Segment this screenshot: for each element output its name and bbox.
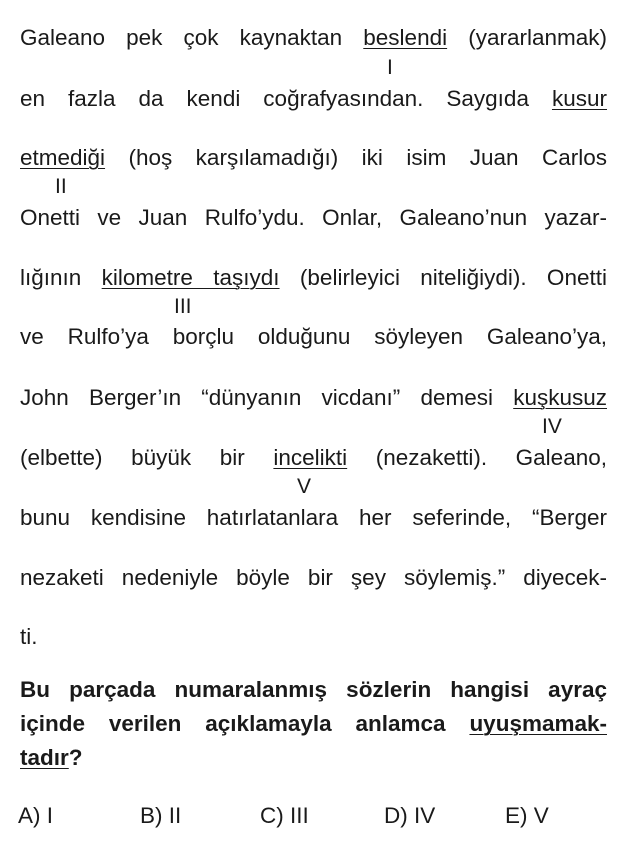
passage-line-8 [20, 444, 607, 472]
passage-text: bunu kendisine hatırlatanlara her seferinde, “Berger [20, 505, 607, 530]
passage-line-6 [20, 323, 607, 351]
passage-text: ve Rulfo’ya borçlu olduğunu söyleyen Galeano’ya, [20, 324, 607, 349]
question-emphasis-b: tadır [20, 745, 69, 770]
question-mark: ? [68, 745, 83, 770]
marker-5: V [297, 475, 312, 498]
passage-line-4 [20, 204, 607, 232]
underlined-phrase-5: incelikti [273, 445, 348, 470]
passage-text: (elbette) büyük bir [20, 445, 245, 470]
underlined-phrase-2a: kusur [551, 86, 607, 111]
passage-text: (yararlanmak) [468, 25, 607, 50]
marker-4: IV [542, 415, 562, 438]
underlined-phrase-2b: etmediği [20, 145, 106, 170]
passage-line-2 [20, 85, 607, 113]
option-e[interactable]: E) V [505, 803, 549, 828]
question-text: içinde verilen açıklamayla anlamca [20, 711, 446, 736]
passage-text: (hoş karşılamadığı) iki isim Juan Carlos [128, 145, 607, 170]
passage-line-3 [20, 144, 607, 172]
passage-text: en fazla da kendi coğrafyasından. Saygıda [20, 86, 529, 111]
question-emphasis-a: uyuşmamak- [469, 711, 607, 736]
underlined-phrase-3: kilometre taşıydı [101, 265, 280, 290]
marker-3: III [174, 295, 192, 318]
question-line-2 [20, 707, 607, 741]
passage-text: lığının [20, 265, 82, 290]
passage-text: Onetti ve Juan Rulfo’ydu. Onlar, Galeano’nun yazar- [20, 205, 607, 230]
option-b[interactable]: B) II [140, 803, 182, 828]
passage-line-9 [20, 504, 607, 532]
question-stem [20, 673, 607, 775]
passage-line-1 [20, 24, 607, 52]
passage-line-10 [20, 564, 607, 592]
passage-line-11 [20, 623, 607, 651]
passage-text: John Berger’ın “dünyanın vicdanı” demesi [20, 385, 494, 410]
passage-text: (nezaketti). Galeano, [375, 445, 607, 470]
passage-text: nezaketi nedeniyle böyle bir şey söylemiş.” diyecek- [20, 565, 607, 590]
passage-text: ti. [20, 624, 38, 649]
option-a[interactable]: A) I [18, 803, 54, 828]
passage-text: (belirleyici niteliğiydi). Onetti [299, 265, 607, 290]
option-d[interactable]: D) IV [384, 803, 436, 828]
passage-line-5 [20, 264, 607, 292]
question-text: Bu parçada numaralanmış sözlerin hangisi ayraç [20, 677, 607, 702]
answer-options [0, 799, 630, 833]
option-c[interactable]: C) III [260, 803, 309, 828]
underlined-phrase-4: kuşkusuz [513, 385, 607, 410]
marker-2: II [55, 175, 67, 198]
question-line-1 [20, 673, 607, 707]
passage-line-7 [20, 384, 607, 412]
passage-text: Galeano pek çok kaynaktan [20, 25, 343, 50]
question-line-3 [20, 741, 607, 775]
marker-1: I [387, 56, 393, 79]
underlined-phrase-1: beslendi [363, 25, 448, 50]
